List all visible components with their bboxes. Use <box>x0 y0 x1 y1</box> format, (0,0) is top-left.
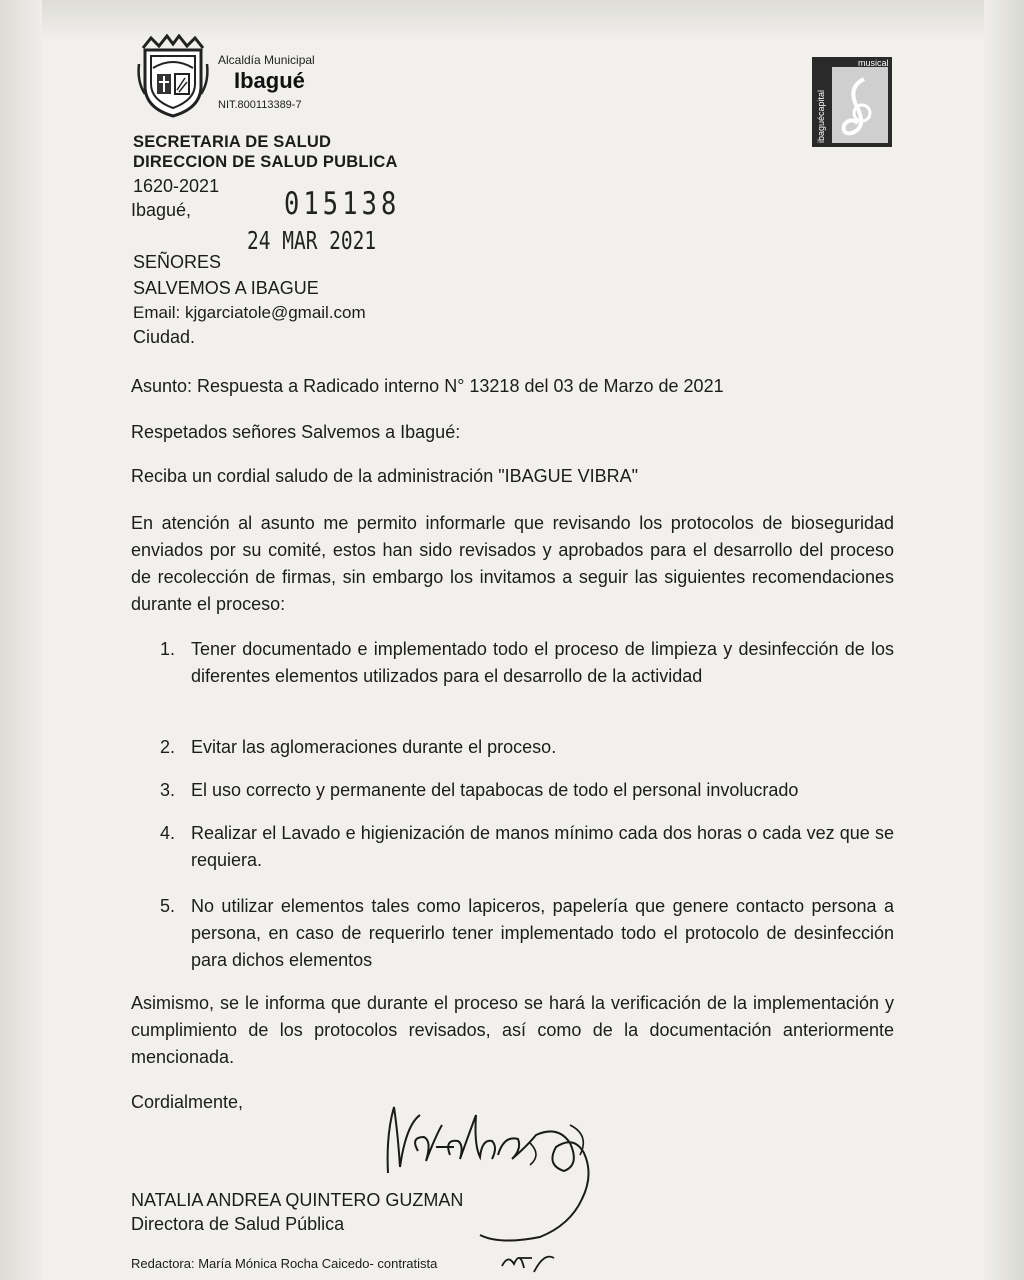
recipient-line-2: SALVEMOS A IBAGUE <box>133 278 319 298</box>
list-item-number: 2. <box>160 737 176 757</box>
recipient-email: Email: kjgarciatole@gmail.com <box>133 303 366 322</box>
list-item-text: Tener documentado e implementado todo el proceso de limpieza y desinfección de los diferentes elementos utilizados para el desarrollo de la actividad <box>191 639 894 686</box>
scan-shadow-top <box>0 0 1024 38</box>
scan-shadow-left <box>0 0 42 1280</box>
recipient-line-1: SEÑORES <box>133 252 222 272</box>
list-item-text: Evitar las aglomeraciones durante el proceso. <box>191 737 557 757</box>
list-item-text: El uso correcto y permanente del tapabocas de todo el personal involucrado <box>191 780 799 800</box>
scan-shadow-right <box>984 0 1024 1280</box>
handwritten-signature <box>380 1095 610 1245</box>
place-label: Ibagué, <box>131 200 192 220</box>
salutation: Reciba un cordial saludo de la administración "IBAGUE VIBRA" <box>131 466 639 486</box>
department-line-2: DIRECCION DE SALUD PUBLICA <box>133 153 398 171</box>
badge-word-musical: musical <box>858 58 889 68</box>
recipient-city: Ciudad. <box>133 327 196 347</box>
redactora-line: Redactora: María Mónica Rocha Caicedo- contratista <box>131 1256 438 1271</box>
list-item-number: 1. <box>160 639 176 659</box>
stamp-date: 24 MAR 2021 <box>247 226 377 255</box>
coat-of-arms-icon <box>137 34 209 118</box>
city-name: Ibagué <box>234 68 305 93</box>
department-line-1: SECRETARIA DE SALUD <box>133 133 332 151</box>
list-item-number: 4. <box>160 823 176 843</box>
list-item-text: Realizar el Lavado e higienización de manos mínimo cada dos horas o cada vez que se requiera. <box>191 823 894 870</box>
closing-paragraph: Asimismo, se le informa que durante el proceso se hará la verificación de la implementación y cumplimiento de los protocolos revisados, así como de la documentación anteriormente mencionada. <box>131 993 894 1067</box>
badge-word-capital: ibaguécapital <box>816 89 826 143</box>
greeting: Respetados señores Salvemos a Ibagué: <box>131 422 461 442</box>
nit-number: NIT.800113389-7 <box>218 99 302 111</box>
alcaldia-label: Alcaldía Municipal <box>218 53 315 67</box>
intro-paragraph: En atención al asunto me permito informarle que revisando los protocolos de bioseguridad enviados por su comité, estos han sido revisados y aprobados para el desarrollo del proceso de recolección de firmas, sin embargo los invitamos a seguir las siguientes recomendaciones durante el proceso: <box>131 513 894 614</box>
list-item-text: No utilizar elementos tales como lapiceros, papelería que genere contacto persona a persona, en caso de requerirlo tener implementado todo el protocolo de desinfección para dichos elementos <box>191 896 894 970</box>
signer-name: NATALIA ANDREA QUINTERO GUZMAN <box>131 1190 464 1210</box>
list-item-number: 5. <box>160 896 176 916</box>
closing-word: Cordialmente, <box>131 1092 244 1112</box>
list-item-number: 3. <box>160 780 176 800</box>
musical-capital-logo <box>812 57 892 147</box>
initials-mark <box>498 1244 558 1276</box>
stamp-number: 015138 <box>284 186 401 222</box>
reference-code: 1620-2021 <box>133 176 220 196</box>
signer-role: Directora de Salud Pública <box>131 1214 345 1234</box>
subject-line: Asunto: Respuesta a Radicado interno N° 13218 del 03 de Marzo de 2021 <box>131 376 724 396</box>
